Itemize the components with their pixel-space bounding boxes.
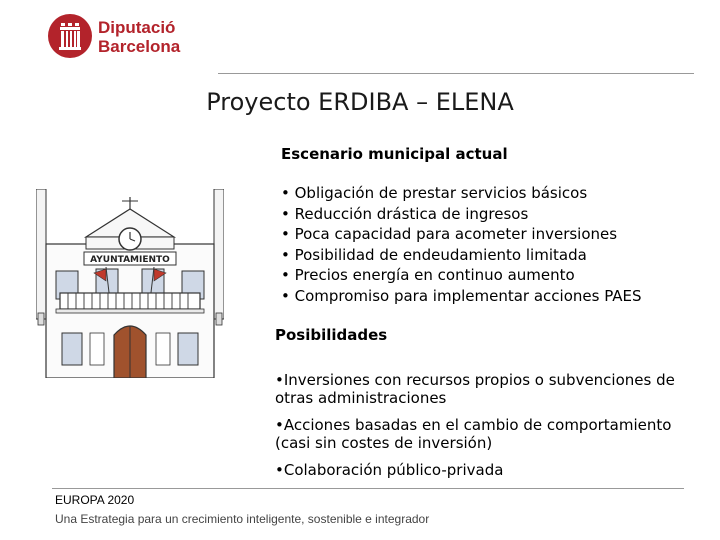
slide-title: Proyecto ERDIBA – ELENA [206,88,514,116]
scenario-item: • Obligación de prestar servicios básicos [281,184,588,202]
logo-wordmark [98,18,180,56]
diputacio-logo [48,14,198,64]
scenario-item: • Compromiso para implementar acciones PAES [281,286,642,305]
possibilities-list [275,371,695,488]
possibilities-heading: Posibilidades [275,326,388,344]
possibility-item: •Acciones basadas en el cambio de comportamiento (casi sin costes de inversión) [275,416,672,452]
scenario-item: • Poca capacidad para acometer inversiones [281,225,618,243]
possibility-item: •Colaboración público-privada [275,461,504,479]
footer-divider [52,488,684,489]
logo-line-2: Barcelona [98,37,181,56]
scenario-list [281,183,642,306]
diputacio-emblem-icon [48,14,92,58]
scenario-item: • Precios energía en continuo aumento [281,266,575,284]
town-hall-sign: AYUNTAMIENTO [90,255,170,265]
scenario-heading: Escenario municipal actual [281,145,508,163]
town-hall-illustration [36,189,224,378]
scenario-item: • Reducción drástica de ingresos [281,204,529,223]
possibility-item: •Inversiones con recursos propios o subvenciones de otras administraciones [275,371,675,407]
logo-line-1: Diputació [98,18,176,37]
header-divider [218,73,694,74]
footer-subtitle: Una Estrategia para un crecimiento inteligente, sostenible e integrador [55,512,430,526]
scenario-item: • Posibilidad de endeudamiento limitada [281,245,587,264]
footer-title: EUROPA 2020 [55,493,135,507]
